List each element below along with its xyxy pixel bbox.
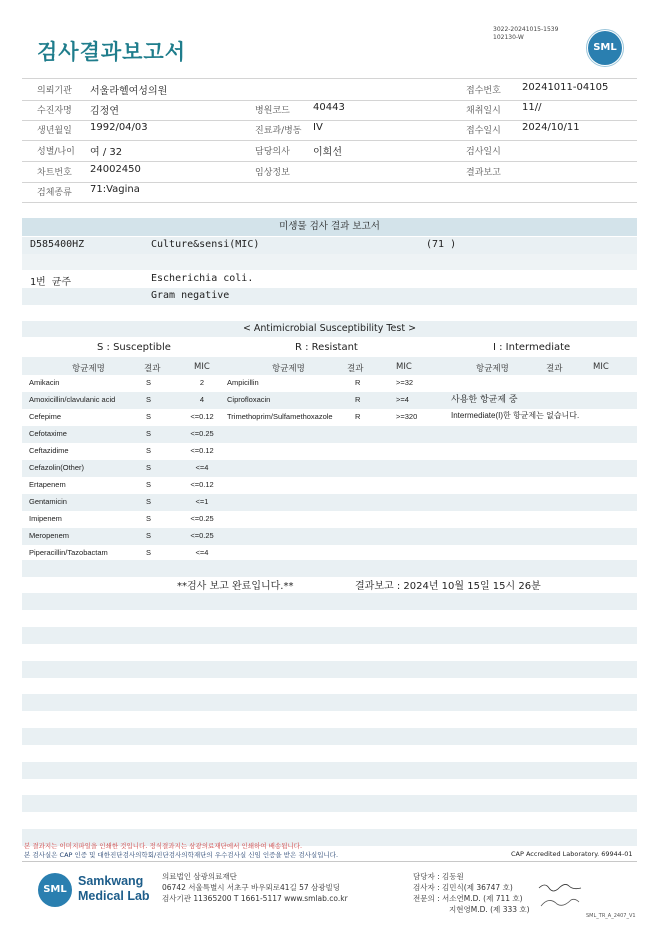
susceptibility-result: R: [355, 395, 361, 404]
header-value: 24002450: [90, 164, 141, 175]
column-header-mic: MIC: [194, 362, 210, 372]
organism-name: Escherichia coli.: [151, 273, 254, 284]
header-value: 김정연: [90, 106, 119, 117]
drug-name: Gentamicin: [29, 497, 67, 506]
header-value: 이희선: [313, 147, 342, 158]
header-label: 결과보고: [466, 168, 501, 178]
mic-value: <=0.25: [190, 531, 214, 540]
header-label: 수진자명: [37, 106, 72, 116]
header-label: 성별/나이: [37, 147, 75, 157]
drug-name: Cefotaxime: [29, 429, 67, 438]
susceptibility-result: S: [146, 497, 152, 506]
section-header: [22, 218, 637, 236]
ast-title: < Antimicrobial Susceptibility Test >: [242, 323, 417, 334]
legend-resistant: R : Resistant: [295, 342, 358, 353]
test-row: [22, 237, 637, 254]
susceptibility-result: S: [146, 514, 152, 523]
mic-value: >=32: [396, 378, 414, 387]
header-value: 서울라헬여성의원: [90, 86, 168, 97]
mic-value: >=4: [396, 395, 409, 404]
drug-name: Amoxicillin/clavulanic acid: [29, 395, 116, 404]
top-code: [493, 26, 558, 42]
cap-accredited: CAP Accredited Laboratory. 69944-01: [511, 850, 633, 858]
header-label: 차트번호: [37, 168, 72, 178]
org-contact: 검사기관 11365200 T 1661-5117 www.smlab.co.kr: [162, 894, 348, 903]
staff-label: 검사자 :: [413, 883, 440, 892]
header-label: 검사일시: [466, 147, 501, 157]
header-row-divider: [22, 161, 637, 162]
footer-divider: [22, 861, 637, 862]
header-label: 담당의사: [255, 147, 290, 157]
mic-value: <=0.12: [190, 412, 214, 421]
mic-value: 4: [199, 395, 205, 404]
drug-name: Imipenem: [29, 514, 62, 523]
susceptibility-result: S: [146, 531, 152, 540]
header-label: 접수번호: [466, 86, 501, 96]
header-label: 채취일시: [466, 106, 501, 116]
used-drug-note: 사용한 항균제 중: [451, 395, 518, 405]
gram-stain: Gram negative: [151, 290, 230, 301]
staff-value: 김동원: [442, 872, 464, 881]
column-header-drug: 항균제명: [272, 364, 305, 374]
report-title: 검사결과보고서: [37, 40, 187, 64]
susceptibility-result: R: [355, 412, 361, 421]
susceptibility-result: S: [146, 395, 152, 404]
ast-title-band: [22, 321, 637, 337]
top-code-line: 102130-W: [493, 34, 524, 41]
mic-value: <=0.25: [190, 514, 214, 523]
staff-value: 서소연M.D. (제 711 호): [442, 894, 523, 903]
susceptibility-result: S: [146, 480, 152, 489]
drug-name: Amikacin: [29, 378, 60, 387]
header-label: 생년월일: [37, 126, 72, 136]
mic-value: <=0.12: [190, 480, 214, 489]
header-value: 여 / 32: [90, 147, 123, 158]
column-header-result: 결과: [546, 364, 563, 374]
staff-label: 전문의 :: [413, 894, 440, 903]
header-value: 40443: [313, 102, 345, 113]
header-value: 2024/10/11: [522, 122, 580, 133]
mic-value: <=0.12: [190, 446, 214, 455]
test-name: Culture&sensi(MIC): [151, 239, 260, 250]
drug-name: Ertapenem: [29, 480, 66, 489]
susceptibility-result: S: [146, 463, 152, 472]
mic-value: <=4: [195, 463, 209, 472]
susceptibility-result: S: [146, 378, 152, 387]
org-info: [162, 871, 348, 904]
drug-name: Ceftazidime: [29, 446, 69, 455]
empty-row-band: [22, 728, 637, 745]
header-label: 진료과/병동: [255, 126, 302, 136]
susceptibility-result: S: [146, 446, 152, 455]
legend-susceptible: S : Susceptible: [97, 342, 171, 353]
organism-label: 1번 균주: [30, 277, 72, 288]
header-row-divider: [22, 202, 637, 203]
header-label: 검체종류: [37, 188, 72, 198]
mic-value: <=4: [195, 548, 209, 557]
cap-notice: 본 검사실은 CAP 인증 및 대한진단검사의학회/진단검사의학재단의 우수검사실 신임 인증을 받은 검사실입니다.: [24, 851, 339, 859]
susceptibility-result: S: [146, 548, 152, 557]
footer-logo: SML: [38, 873, 72, 907]
header-label: 임상정보: [255, 168, 290, 178]
header-value: 20241011-04105: [522, 82, 609, 93]
intermediate-note: Intermediate(I)한 항균제는 없습니다.: [451, 411, 580, 420]
mic-value: <=0.25: [190, 429, 214, 438]
staff-value: 지현영M.D. (제 333 호): [449, 905, 530, 914]
report-time: 결과보고 : 2024년 10월 15일 15시 26분: [355, 581, 541, 592]
gram-row: [22, 288, 637, 305]
drug-name: Cefazolin(Other): [29, 463, 85, 472]
empty-row-band: [22, 661, 637, 678]
empty-row-band: [22, 560, 637, 577]
header-row-divider: [22, 100, 637, 101]
complete-text: **검사 보고 완료입니다.**: [177, 581, 294, 592]
header-row-divider: [22, 140, 637, 141]
drug-name: Ciprofloxacin: [227, 395, 271, 404]
drug-name: Meropenem: [29, 531, 70, 540]
row-band: [22, 494, 637, 511]
header-label: 병원코드: [255, 106, 290, 116]
drug-name: Ampicillin: [227, 378, 259, 387]
mic-value: >=320: [396, 412, 418, 421]
brand-line-1: Samkwang: [78, 874, 144, 888]
staff-value: 김민식(제 36747 호): [442, 883, 513, 892]
header-divider: [22, 78, 637, 79]
brand-line-2: Medical Lab: [78, 889, 150, 903]
header-value: 71:Vagina: [90, 184, 140, 195]
row-band: [22, 426, 637, 443]
column-header-result: 결과: [144, 364, 161, 374]
brand-name: [78, 874, 150, 904]
blank-band: [22, 254, 637, 270]
image-notice: 본 결과지는 이미지파일을 인쇄한 것입니다. 정식결과지는 삼광의료재단에서 인쇄하여 배송됩니다.: [24, 842, 303, 850]
test-number: (71 ): [426, 239, 457, 250]
header-value: IV: [313, 122, 323, 133]
empty-row-band: [22, 627, 637, 644]
mic-value: <=1: [195, 497, 209, 506]
org-address: 06742 서울특별시 서초구 바우뫼로41길 57 삼광빌딩: [162, 883, 341, 892]
col-header-band: [22, 357, 637, 375]
drug-name: Trimethoprim/Sulfamethoxazole: [227, 412, 333, 421]
sml-logo: SML: [588, 31, 622, 65]
empty-row-band: [22, 694, 637, 711]
header-label: 의뢰기관: [37, 86, 72, 96]
column-header-drug: 항균제명: [72, 364, 105, 374]
form-code: SML_TR_A_2407_V1: [586, 913, 636, 919]
empty-row-band: [22, 593, 637, 610]
signature-images: [537, 880, 597, 912]
top-code-line: 3022-20241015-1539: [493, 26, 559, 33]
legend-intermediate: I : Intermediate: [493, 342, 571, 353]
column-header-mic: MIC: [396, 362, 412, 372]
susceptibility-result: S: [146, 429, 152, 438]
org-name: 의료법인 삼광의료재단: [162, 872, 237, 881]
test-code: D585400HZ: [30, 239, 85, 250]
empty-row-band: [22, 795, 637, 812]
row-band: [22, 460, 637, 477]
column-header-result: 결과: [347, 364, 364, 374]
drug-name: Cefepime: [29, 412, 62, 421]
susceptibility-result: R: [355, 378, 361, 387]
header-row-divider: [22, 120, 637, 121]
staff-label: 담당자 :: [413, 872, 440, 881]
header-label: 접수일시: [466, 126, 501, 136]
row-band: [22, 528, 637, 545]
section-title: 미생물 검사 결과 보고서: [279, 221, 380, 232]
drug-name: Piperacillin/Tazobactam: [29, 548, 108, 557]
susceptibility-result: S: [146, 412, 152, 421]
mic-value: 2: [199, 378, 205, 387]
header-row-divider: [22, 182, 637, 183]
empty-row-band: [22, 762, 637, 779]
staff-info: [413, 871, 530, 915]
column-header-drug: 항균제명: [476, 364, 509, 374]
header-value: 11//: [522, 102, 542, 113]
header-value: 1992/04/03: [90, 122, 148, 133]
column-header-mic: MIC: [593, 362, 609, 372]
